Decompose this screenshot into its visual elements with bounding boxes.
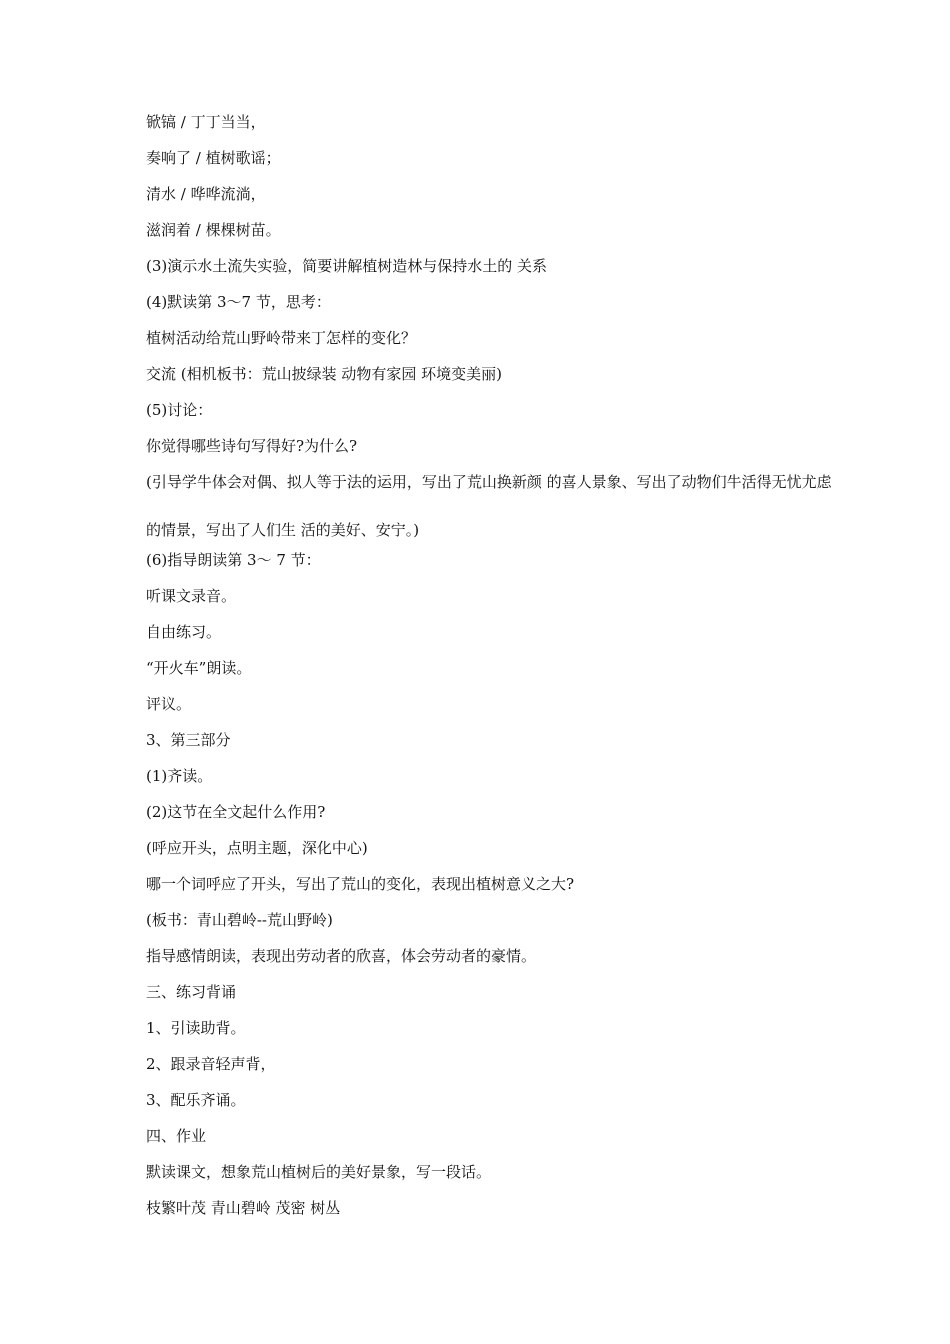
- text-line: 锨镐 / 丁丁当当，: [146, 113, 266, 131]
- text-line: (2)这节在全文起什么作用?: [146, 803, 326, 821]
- text-line: (5)讨论：: [146, 401, 213, 419]
- text-line: 交流 (相机板书：荒山披绿装 动物有家园 环境变美丽): [146, 365, 503, 383]
- text-line: (板书：青山碧岭--荒山野岭): [146, 911, 333, 929]
- text-line: (6)指导朗读第 3～ 7 节：: [146, 551, 321, 569]
- text-line: “开火车”朗读。: [146, 659, 252, 677]
- section-heading: 3、第三部分: [146, 731, 231, 749]
- text-line: (1)齐读。: [146, 767, 213, 785]
- text-line: 听课文录音。: [146, 587, 237, 605]
- text-line: (4)默读第 3～7 节，思考：: [146, 293, 331, 311]
- text-line: 自由练习。: [146, 623, 222, 641]
- text-line: 植树活动给荒山野岭带来丁怎样的变化？: [146, 329, 417, 347]
- text-line: 3、配乐齐诵。: [146, 1091, 246, 1109]
- text-line: 1、引读助背。: [146, 1019, 246, 1037]
- text-line: 滋润着 / 棵棵树苗。: [146, 221, 281, 239]
- text-line: 清水 / 哗哗流淌，: [146, 185, 266, 203]
- text-line: 你觉得哪些诗句写得好?为什么?: [146, 437, 358, 455]
- text-line: (3)演示水土流失实验，简要讲解植树造林与保持水土的 关系: [146, 257, 548, 275]
- text-line: 默读课文，想象荒山植树后的美好景象，写一段话。: [146, 1163, 492, 1181]
- document-body: [146, 110, 846, 1232]
- section-heading: 三、练习背诵: [146, 983, 237, 1001]
- text-line: 评议。: [146, 695, 192, 713]
- text-line: 指导感情朗读，表现出劳动者的欣喜，体会劳动者的豪情。: [146, 947, 537, 965]
- text-line: 哪一个词呼应了开头，写出了荒山的变化，表现出植树意义之大?: [146, 875, 575, 893]
- section-heading: 四、作业: [146, 1127, 207, 1145]
- paragraph: (引导学牛体会对偶、拟人等于法的运用，写出了荒山换新颜 的喜人景象、写出了动物们牛活得无忧尤虑的情景，写出了人们生 活的美好、安宁。): [146, 473, 832, 539]
- text-line: 枝繁叶茂 青山碧岭 茂密 树丛: [146, 1199, 341, 1217]
- text-line: 奏响了 / 植树歌谣；: [146, 149, 281, 167]
- text-line: 2、跟录音轻声背，: [146, 1055, 276, 1073]
- text-line: (呼应开头，点明主题，深化中心): [146, 839, 368, 857]
